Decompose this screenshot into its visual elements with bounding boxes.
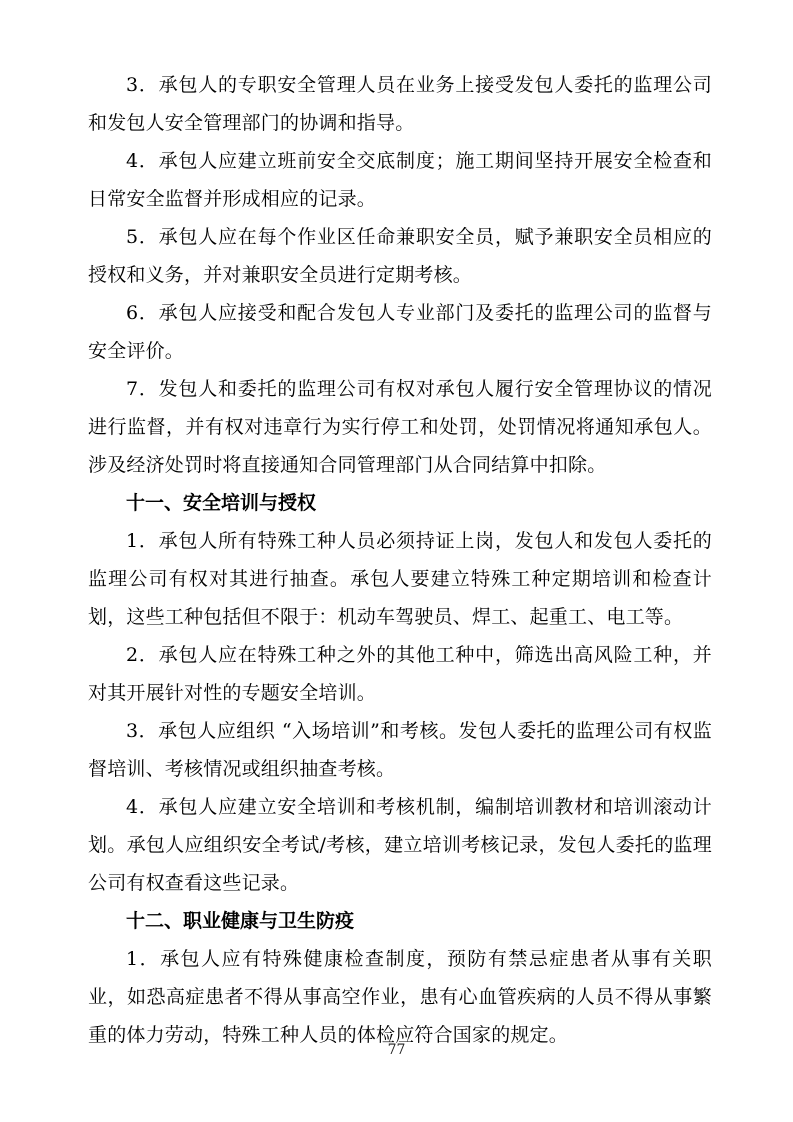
paragraph-sec12-item-1: 1．承包人应有特殊健康检查制度，预防有禁忌症患者从事有关职业，如恐高症患者不得从事高空作业，患有心血管疾病的人员不得从事繁重的体力劳动，特殊工种人员的体检应符合国家的规定。 xyxy=(88,948,712,1046)
paragraph-item-3: 3．承包人的专职安全管理人员在业务上接受发包人委托的监理公司和发包人安全管理部门的协调和指导。 xyxy=(88,74,712,134)
document-body xyxy=(88,66,712,1054)
section-heading-11: 十一、安全培训与授权 xyxy=(126,492,317,514)
paragraph-sec11-item-1: 1．承包人所有特殊工种人员必须持证上岗，发包人和发包人委托的监理公司有权对其进行抽查。承包人要建立特殊工种定期培训和检查计划，这些工种包括但不限于：机动车驾驶员、焊工、起重工、电工等。 xyxy=(88,530,712,628)
paragraph-sec11-item-4: 4．承包人应建立安全培训和考核机制，编制培训教材和培训滚动计划。承包人应组织安全考试/考核，建立培训考核记录，发包人委托的监理公司有权查看这些记录。 xyxy=(88,796,712,894)
paragraph-item-4: 4．承包人应建立班前安全交底制度；施工期间坚持开展安全检查和日常安全监督并形成相应的记录。 xyxy=(88,150,712,210)
page-number: 77 xyxy=(387,1042,406,1058)
section-heading-12: 十二、职业健康与卫生防疫 xyxy=(126,910,355,932)
paragraph-sec11-item-2: 2．承包人应在特殊工种之外的其他工种中，筛选出高风险工种，并对其开展针对性的专题安全培训。 xyxy=(88,644,712,704)
paragraph-item-7: 7．发包人和委托的监理公司有权对承包人履行安全管理协议的情况进行监督，并有权对违章行为实行停工和处罚，处罚情况将通知承包人。涉及经济处罚时将直接通知合同管理部门从合同结算中扣除。 xyxy=(88,378,712,476)
paragraph-sec11-item-3: 3．承包人应组织 “入场培训”和考核。发包人委托的监理公司有权监督培训、考核情况或组织抽查考核。 xyxy=(88,720,712,780)
paragraph-item-6: 6．承包人应接受和配合发包人专业部门及委托的监理公司的监督与安全评价。 xyxy=(88,302,712,362)
paragraph-item-5: 5．承包人应在每个作业区任命兼职安全员，赋予兼职安全员相应的授权和义务，并对兼职安全员进行定期考核。 xyxy=(88,226,712,286)
